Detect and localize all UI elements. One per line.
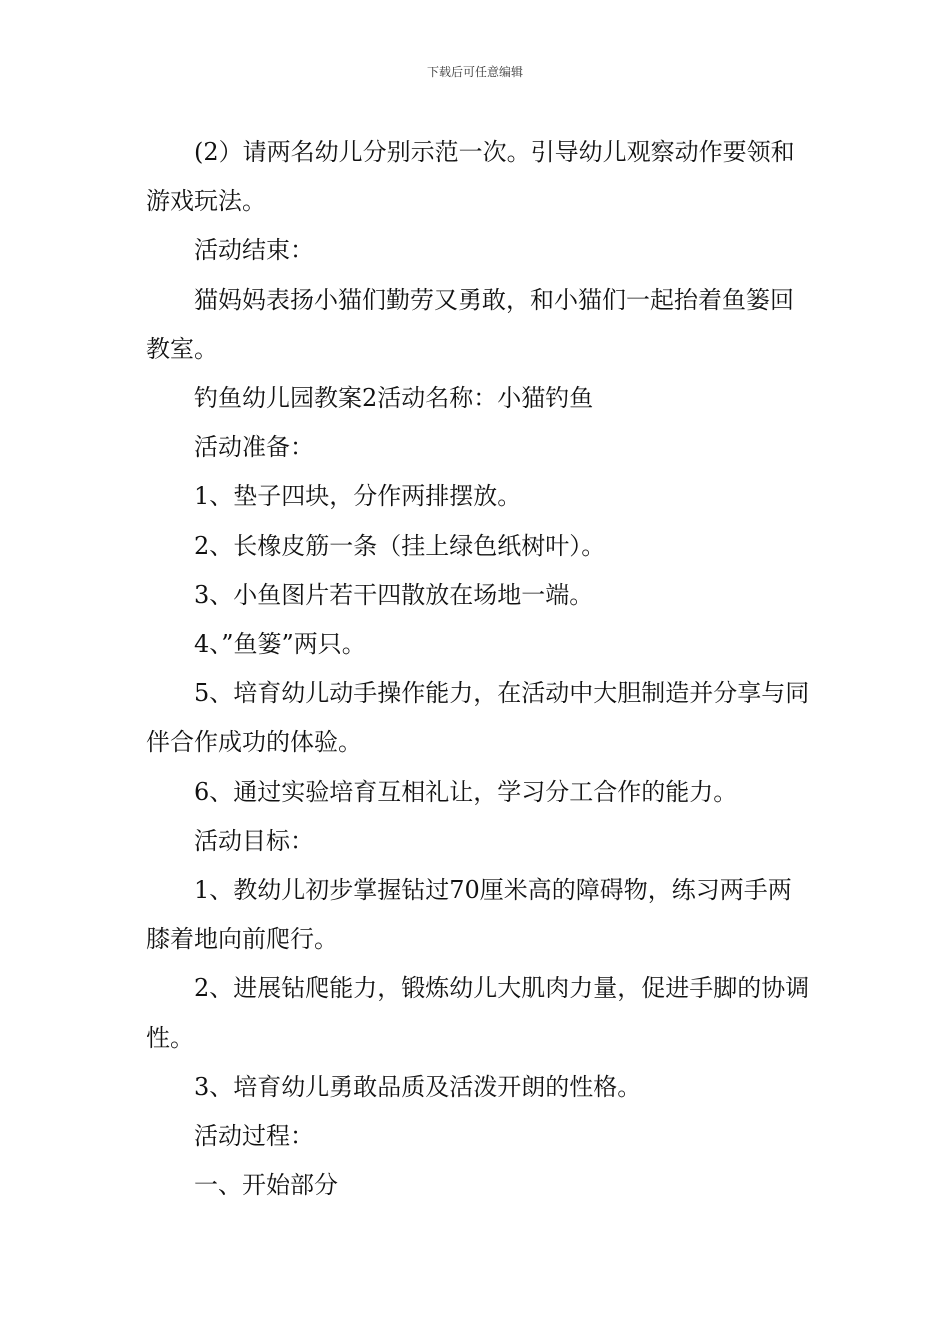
document-body	[146, 128, 810, 1210]
list-item: 1、教幼儿初步掌握钻过70厘米高的障碍物，练习两手两膝着地向前爬行。	[146, 876, 792, 954]
list-item: 2、长橡皮筋一条（挂上绿色纸树叶）。	[194, 531, 606, 560]
list-item: 6、通过实验培育互相礼让，学习分工合作的能力。	[194, 777, 738, 806]
subsection-heading: 一、开始部分	[194, 1171, 338, 1200]
paragraph: 猫妈妈表扬小猫们勤劳又勇敢，和小猫们一起抬着鱼篓回教室。	[146, 285, 794, 363]
list-item: 3、培育幼儿勇敢品质及活泼开朗的性格。	[194, 1072, 642, 1101]
list-item: 5、培育幼儿动手操作能力，在活动中大胆制造并分享与同伴合作成功的体验。	[146, 679, 810, 757]
list-item: 3、小鱼图片若干四散放在场地一端。	[194, 580, 594, 609]
lesson-title: 钓鱼幼儿园教案2活动名称：小猫钓鱼	[194, 384, 594, 413]
page-header: 下载后可任意编辑	[426, 65, 523, 79]
paragraph: (2）请两名幼儿分别示范一次。引导幼儿观察动作要领和游戏玩法。	[146, 138, 795, 216]
section-heading-goals: 活动目标：	[194, 826, 314, 855]
section-heading-preparation: 活动准备：	[194, 433, 314, 462]
section-heading-activity-end: 活动结束：	[194, 236, 314, 265]
list-item: 1、垫子四块，分作两排摆放。	[194, 482, 522, 511]
list-item: 4、”鱼篓”两只。	[194, 630, 366, 659]
list-item: 2、进展钻爬能力，锻炼幼儿大肌肉力量，促进手脚的协调性。	[146, 974, 810, 1052]
section-heading-process: 活动过程：	[194, 1122, 314, 1151]
